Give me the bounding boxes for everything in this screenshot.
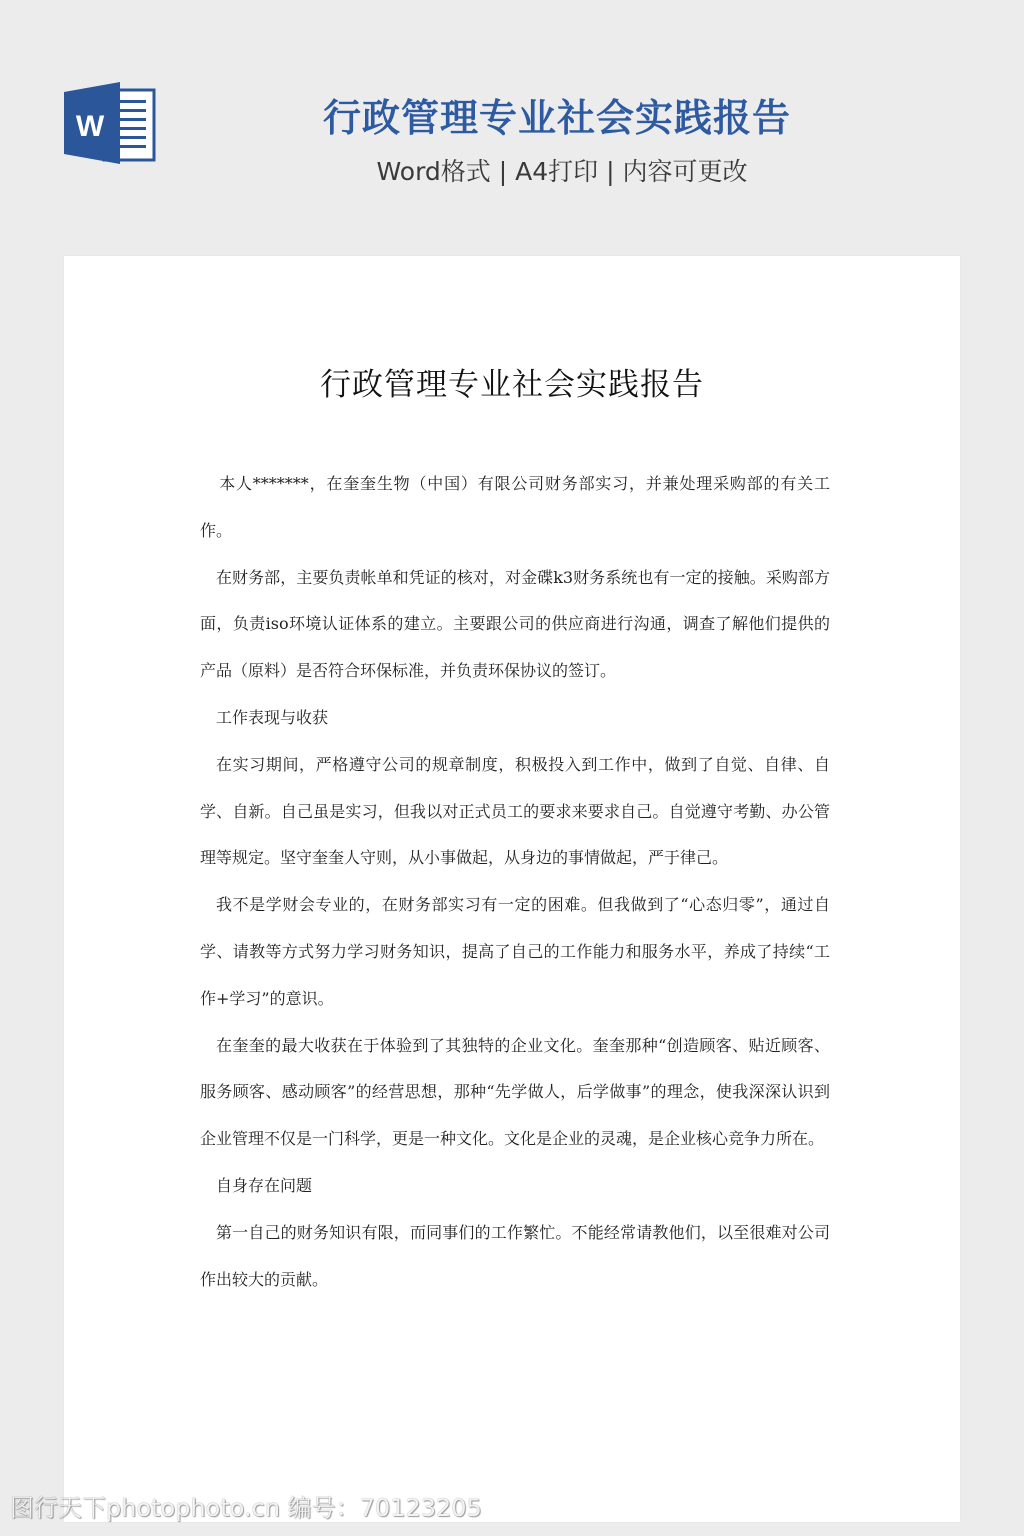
paragraph-problem-one: 第一自己的财务知识有限，而同事们的工作繁忙。不能经常请教他们，以至很难对公司作出较大的贡献。: [200, 1222, 830, 1289]
header: [0, 0, 1024, 240]
document-body: [200, 461, 830, 1303]
document-title: 行政管理专业社会实践报告: [320, 367, 704, 403]
header-title: 行政管理专业社会实践报告: [322, 96, 791, 140]
paragraph-learning: 我不是学财会专业的，在财务部实习有一定的困难。但我做到了“心态归零”，通过自学、请教等方式努力学习财务知识，提高了自己的工作能力和服务水平，养成了持续“工作+学习”的意识。: [200, 895, 830, 1008]
paragraph-intro: 本人*******，在奎奎生物（中国）有限公司财务部实习，并兼处理采购部的有关工作。: [200, 474, 830, 540]
section-heading-performance: 工作表现与收获: [216, 707, 329, 727]
word-logo-letter: W: [75, 110, 105, 143]
watermark: 图行天下photophoto.cn 编号：70123205: [10, 1494, 482, 1522]
paragraph-discipline: 在实习期间，严格遵守公司的规章制度，积极投入到工作中，做到了自觉、自律、自学、自新。自己虽是实习，但我以对正式员工的要求来要求自己。自觉遵守考勤、办公管理等规定。坚守奎奎人守则，从小事做起，从身边的事情做起，严于律己。: [200, 754, 830, 868]
paragraph-duties: 在财务部，主要负责帐单和凭证的核对，对金碟k3财务系统也有一定的接触。采购部方面，负责iso环境认证体系的建立。主要跟公司的供应商进行沟通，调查了解他们提供的产品（原料）是否符合环保标准，并负责环保协议的签订。: [200, 567, 830, 681]
paragraph-culture: 在奎奎的最大收获在于体验到了其独特的企业文化。奎奎那种“创造顾客、贴近顾客、服务顾客、感动顾客”的经营思想，那种“先学做人，后学做事”的理念，使我深深认识到企业管理不仅是一门科学，更是一种文化。文化是企业的灵魂，是企业核心竞争力所在。: [200, 1035, 830, 1149]
section-heading-problems: 自身存在问题: [216, 1175, 313, 1195]
header-subtitle: Word格式 | A4打印 | 内容可更改: [376, 157, 748, 186]
document-page: [64, 256, 960, 1522]
